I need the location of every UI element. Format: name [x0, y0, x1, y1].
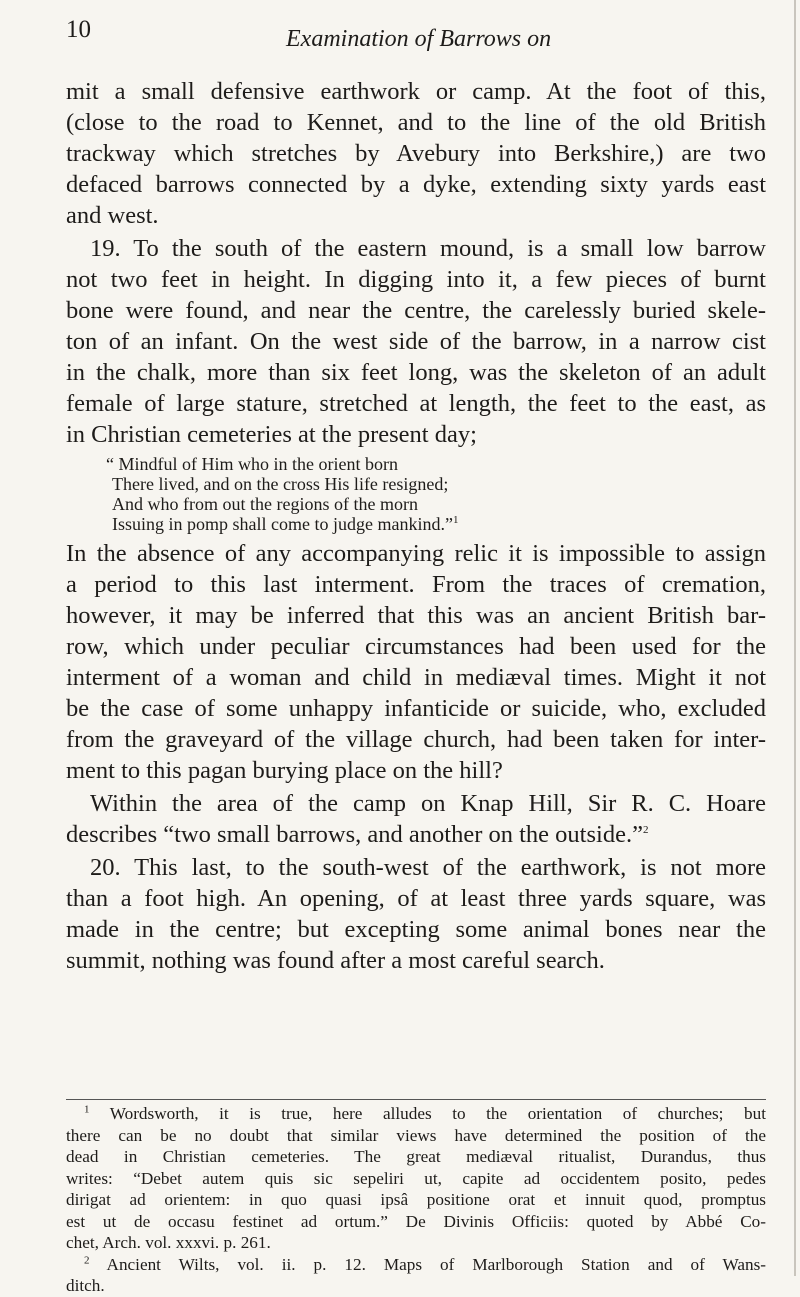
text-line: mit a small defensive earthwork or camp. At the foot of this,: [66, 78, 766, 105]
verse-quotation: [106, 454, 706, 534]
text-line: In the absence of any accompanying relic it is impossible to assign: [66, 540, 766, 567]
text-line: 19. To the south of the eastern mound, is a small low barrow: [90, 235, 766, 262]
footnote-ref: 2: [642, 823, 649, 836]
footnote-line: est ut de occasu festinet ad ortum.” De Divinis Officiis: quoted by Abbé Co-: [66, 1211, 766, 1231]
paragraph: [66, 788, 766, 850]
text-line: from the graveyard of the village church, had been taken for inter-: [66, 726, 766, 753]
text-line-content: describes “two small barrows, and another on the outside.”: [66, 821, 643, 848]
body-text: [66, 76, 766, 976]
text-line: female of large stature, stretched at length, the feet to the east, as: [66, 390, 766, 417]
text-line: however, it may be inferred that this was an ancient British bar-: [66, 602, 766, 629]
footnote-line: $^2$ Ancient Wilts, vol. ii. p. 12. Maps of Marlborough Station and of Wans-: [84, 1253, 766, 1274]
footnote-mark: 1: [84, 1103, 90, 1116]
footnote-line: ditch.: [66, 1276, 105, 1295]
text-line: bone were found, and near the centre, the carelessly buried skele-: [66, 297, 766, 324]
text-line: a period to this last interment. From the traces of cremation,: [66, 571, 766, 598]
running-head: Examination of Barrows on: [286, 26, 552, 52]
footnote-divider: [66, 1099, 766, 1100]
text-line: made in the centre; but excepting some animal bones near the: [66, 916, 766, 943]
page-edge-shadow: [794, 0, 796, 1276]
footnote-line: chet, Arch. vol. xxxvi. p. 261.: [66, 1233, 271, 1252]
text-line: be the case of some unhappy infanticide or suicide, who, excluded: [66, 695, 766, 722]
footnotes: [66, 1103, 766, 1297]
footnote-line: $^1$ Wordsworth, it is true, here alludes to the orientation of churches; but: [84, 1103, 766, 1123]
footnote-line: there can be no doubt that similar views have determined the position of the: [66, 1125, 766, 1145]
verse-line: “ Mindful of Him who in the orient born: [106, 454, 398, 474]
text-line: in the chalk, more than six feet long, was the skeleton of an adult: [66, 359, 766, 386]
text-line: summit, nothing was found after a most careful search.: [66, 947, 605, 974]
text-line: defaced barrows connected by a dyke, extending sixty yards east: [66, 171, 766, 198]
paragraph-20: [66, 852, 766, 976]
paragraph-19: [66, 233, 766, 450]
paragraph: [66, 76, 766, 231]
text-line: ton of an infant. On the west side of the barrow, in a narrow cist: [66, 328, 766, 355]
footnote-mark: 2: [84, 1253, 90, 1266]
text-line: [66, 819, 766, 850]
verse-line-text: Issuing in pomp shall come to judge mankind.”: [112, 514, 453, 534]
footnote-ref: 1: [452, 514, 459, 526]
text-line: not two feet in height. In digging into it, a few pieces of burnt: [66, 266, 766, 293]
text-line: interment of a woman and child in mediæval times. Might it not: [66, 664, 766, 691]
text-line: row, which under peculiar circumstances had been used for the: [66, 633, 766, 660]
text-line: 20. This last, to the south-west of the earthwork, is not more: [90, 854, 766, 881]
text-line: than a foot high. An opening, of at least three yards square, was: [66, 885, 766, 912]
footnote-line: writes: “Debet autem quis sic sepeliri ut, capite ad occidentem posito, pedes: [66, 1168, 766, 1188]
page-number: 10: [66, 16, 91, 43]
footnote-2: [66, 1254, 766, 1297]
text-line: in Christian cemeteries at the present day;: [66, 421, 477, 448]
paragraph: [66, 538, 766, 786]
page-header: [66, 16, 766, 56]
verse-line: There lived, and on the cross His life resigned;: [112, 474, 449, 494]
text-line: ment to this pagan burying place on the hill?: [66, 757, 503, 784]
verse-line: And who from out the regions of the morn: [112, 494, 418, 514]
text-line: Within the area of the camp on Knap Hill, Sir R. C. Hoare: [90, 790, 766, 817]
verse-line: [106, 514, 706, 534]
text-line: trackway which stretches by Avebury into Berkshire,) are two: [66, 140, 766, 167]
footnote-1: [66, 1103, 766, 1254]
footnote-line: dirigat ad orientem: in quo quasi ipsâ positione orat et innuit quod, promptus: [66, 1190, 766, 1209]
text-line: (close to the road to Kennet, and to the line of the old British: [66, 109, 766, 136]
text-line: and west.: [66, 202, 159, 229]
footnote-line: dead in Christian cemeteries. The great mediæval ritualist, Durandus, thus: [66, 1147, 766, 1166]
